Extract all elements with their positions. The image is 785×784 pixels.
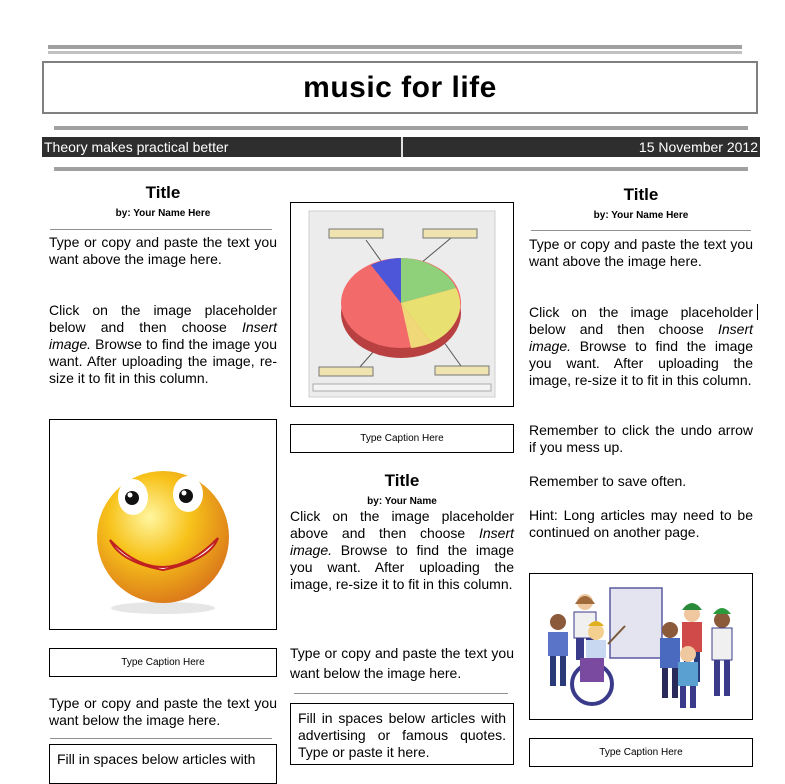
left-para-2[interactable] xyxy=(49,302,277,387)
right-caption-box[interactable] xyxy=(529,738,753,767)
tagline: Theory makes practical better xyxy=(44,139,229,155)
top-rule xyxy=(48,45,742,49)
smiley-face-icon xyxy=(50,420,276,629)
classroom-kids-icon xyxy=(530,574,752,719)
pie-chart-icon xyxy=(291,203,513,406)
left-para-1[interactable]: Type or copy and paste the text you want above the image here. xyxy=(49,234,277,267)
right-para-4[interactable]: Remember to save often. xyxy=(529,473,687,489)
right-para-3[interactable]: Remember to click the undo arrow if you mess up. xyxy=(529,422,753,455)
top-rule-thin xyxy=(48,51,742,54)
right-para-5[interactable]: Hint: Long articles may need to be continued on another page. xyxy=(529,507,753,540)
middle-caption: Type Caption Here xyxy=(360,433,444,444)
right-image-frame[interactable] xyxy=(529,573,753,720)
middle-caption-box[interactable] xyxy=(290,424,514,453)
left-quote-box[interactable] xyxy=(49,744,277,784)
left-caption: Type Caption Here xyxy=(121,657,205,668)
left-caption-box[interactable] xyxy=(49,648,277,677)
issue-date: 15 November 2012 xyxy=(638,139,758,155)
mid-rule xyxy=(54,126,748,130)
text-cursor xyxy=(757,304,758,320)
middle-para-2[interactable]: Type or copy and paste the text you want below the image here. xyxy=(290,645,514,681)
middle-quote-box[interactable] xyxy=(290,703,514,765)
banner-divider xyxy=(401,137,403,157)
bottom-rule xyxy=(54,167,748,171)
left-image-frame[interactable] xyxy=(49,419,277,630)
right-divider xyxy=(531,230,751,231)
middle-para-1[interactable]: Click on the image placeholder above and then choose Insert image. Browse to find the image you want. After uploading the image, re-size it to fit in this column. xyxy=(290,508,514,592)
left-quote: Fill in spaces below articles with xyxy=(57,751,256,767)
middle-article-byline[interactable]: by: Your Name xyxy=(367,496,437,507)
banner-bar[interactable] xyxy=(42,137,760,157)
left-article-title[interactable]: Title xyxy=(145,183,181,202)
middle-quote: Fill in spaces below articles with advertising or famous quotes. Type or paste it here. xyxy=(298,710,506,760)
right-para-1[interactable]: Type or copy and paste the text you want above the image here. xyxy=(529,236,753,269)
left-para-2-text: Click on the image placeholder below and then choose Insert image. Browse to find the image you want. After uploading the image, re-size it to fit in this column. xyxy=(49,302,277,386)
left-para-3[interactable]: Type or copy and paste the text you want below the image here. xyxy=(49,695,277,728)
right-article-byline[interactable]: by: Your Name Here xyxy=(593,210,689,221)
left-article-byline[interactable]: by: Your Name Here xyxy=(115,208,211,219)
left-divider-2 xyxy=(50,738,272,739)
right-caption: Type Caption Here xyxy=(599,747,683,758)
masthead[interactable] xyxy=(42,61,758,114)
middle-article-title[interactable]: Title xyxy=(384,471,420,490)
right-para-2[interactable]: Click on the image placeholder below and then choose Insert image. Browse to find the image you want. After uploading the image, re-size it to fit in this column. xyxy=(529,304,753,388)
left-divider xyxy=(50,229,272,230)
middle-image-frame[interactable] xyxy=(290,202,514,407)
masthead-title: music for life xyxy=(303,70,497,104)
right-article-title[interactable]: Title xyxy=(623,185,659,204)
middle-divider xyxy=(294,693,508,694)
